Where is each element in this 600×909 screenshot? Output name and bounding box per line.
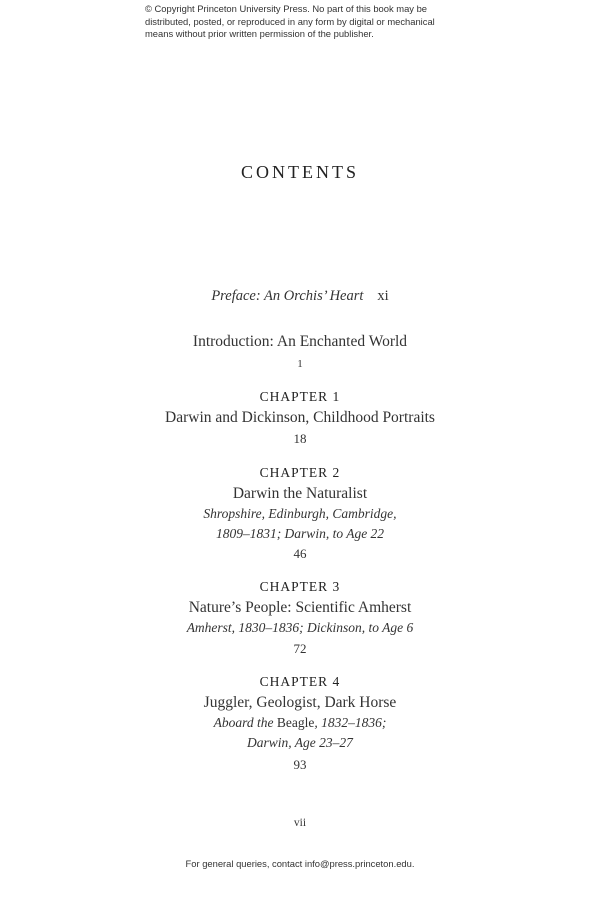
chapter-3-title[interactable]: Nature’s People: Scientific Amherst — [188, 599, 412, 616]
copyright-line: distributed, posted, or reproduced in any form by digital or mechanical — [145, 15, 435, 27]
page-title: CONTENTS — [241, 162, 359, 182]
chapter-2-page-number: 46 — [293, 546, 307, 561]
copyright-line: means without prior written permission of the publisher. — [145, 28, 374, 39]
copyright-line: © Copyright Princeton University Press. No part of this book may be — [145, 3, 428, 14]
chapter-2-subtitle-line: 1809–1831; Darwin, to Age 22 — [215, 526, 385, 541]
chapter-2-title[interactable]: Darwin the Naturalist — [232, 485, 368, 502]
chapter-4-title[interactable]: Juggler, Geologist, Dark Horse — [203, 694, 397, 711]
chapter-2-subtitle-line: Shropshire, Edinburgh, Cambridge, — [203, 506, 397, 521]
chapter-4-page-number: 93 — [293, 757, 307, 772]
copyright-notice — [145, 3, 465, 41]
chapter-3-label: CHAPTER 3 — [259, 579, 341, 594]
chapter-4-subtitle-line: Darwin, Age 23–27 — [247, 735, 353, 750]
subtitle-text: , 1832–1836; — [314, 715, 387, 730]
footer-contact: For general queries, contact info@press.princeton.edu. — [185, 858, 415, 869]
chapter-3-page-number: 72 — [293, 641, 307, 656]
preface-page-number: xi — [377, 288, 389, 304]
ship-name: Beagle — [276, 715, 315, 730]
introduction-page-number: 1 — [297, 358, 303, 370]
folio-page-number: vii — [293, 817, 307, 829]
chapter-1-label: CHAPTER 1 — [259, 389, 341, 404]
toc-entry-preface[interactable] — [0, 288, 600, 305]
chapter-2-label: CHAPTER 2 — [259, 465, 341, 480]
subtitle-text: Aboard the — [213, 715, 274, 730]
chapter-3-subtitle-line: Amherst, 1830–1836; Dickinson, to Age 6 — [186, 620, 414, 635]
chapter-1-title[interactable]: Darwin and Dickinson, Childhood Portraits — [165, 409, 435, 426]
chapter-4-label: CHAPTER 4 — [259, 674, 341, 689]
chapter-1-page-number: 18 — [293, 431, 307, 446]
preface-title: Preface: An Orchis’ Heart — [211, 288, 364, 304]
toc-entry-introduction-title[interactable]: Introduction: An Enchanted World — [192, 333, 408, 350]
chapter-4-subtitle-line — [0, 715, 600, 731]
